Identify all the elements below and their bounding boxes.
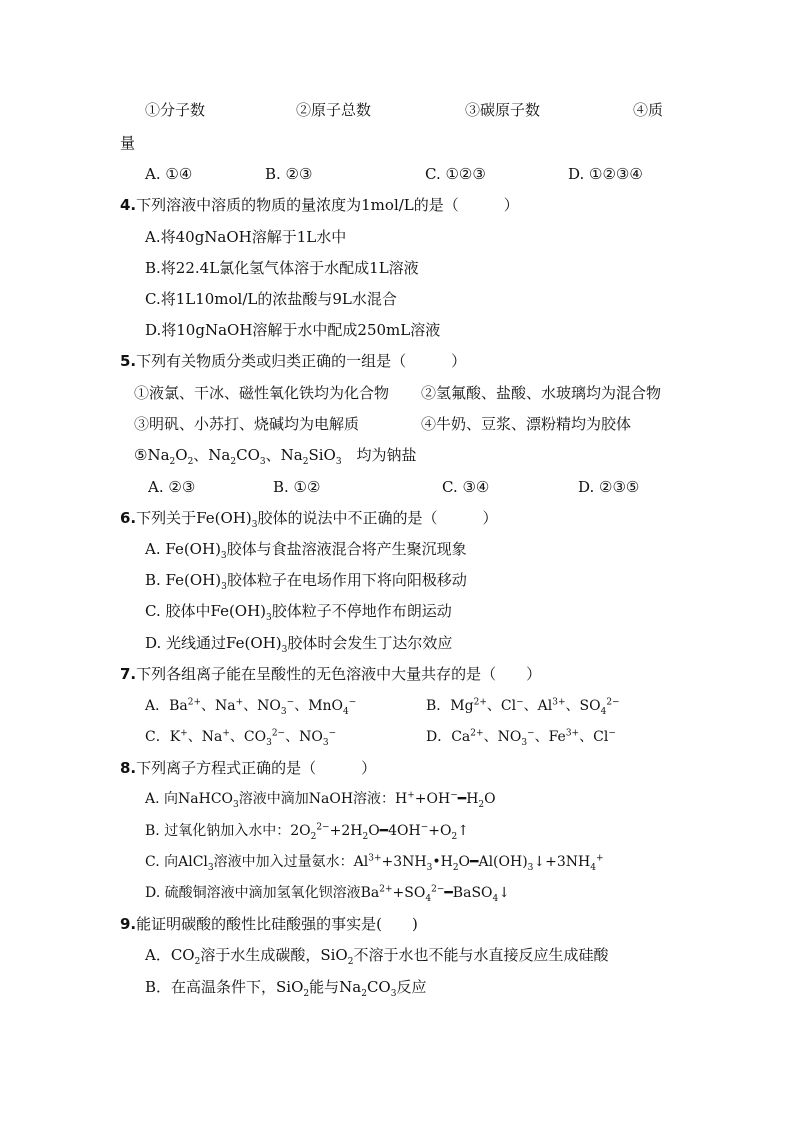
q5-item-2: ②氢氟酸、盐酸、水玻璃均为混合物 <box>421 384 662 402</box>
q9-option-a: A．$CO_2$溶于水生成碳酸，SiO$_2$不溶于水也不能与水直接反应生成硅酸 <box>145 946 609 967</box>
question-number: 9. <box>120 915 137 933</box>
question-stem: 下列离子方程式正确的是（ ） <box>136 759 377 777</box>
q5-choice-b: B. ①② <box>273 478 321 496</box>
question-number: 5. <box>120 352 137 370</box>
q7-option-d: D．$Ca^{2+}$、$NO_3^-$、$Fe^{3+}$、Cl− <box>426 728 616 748</box>
q4-option-a: A.将40gNaOH溶解于1L水中 <box>145 228 347 246</box>
q6-option-a: A. $Fe(OH)_3$胶体与食盐溶液混合将产生聚沉现象 <box>145 540 467 561</box>
q7-option-a: A．$Ba^{2+}$、Na+、$NO_3^-$、MnO$_4$− <box>145 697 357 717</box>
q8-option-c: C. 向AlCl$_3$溶液中加入过量氨水：$Al^{3+}+3NH_3•H_2O━Al(OH)_3↓+3NH_4^+$ <box>145 853 604 873</box>
question-5 <box>120 351 466 371</box>
choice-d: D. ①②③④ <box>568 165 643 183</box>
choice-a: A. ①④ <box>145 165 193 183</box>
question-stem: 下列溶液中溶质的物质的量浓度为1mol/L的是（ ） <box>136 196 519 214</box>
q6-option-c: C. 胶体中$Fe(OH)_3$胶体粒子不停地作布朗运动 <box>145 602 452 623</box>
q5-item-1: ①液氯、干冰、磁性氧化铁均为化合物 <box>134 384 390 402</box>
choice-b: B. ②③ <box>265 165 313 183</box>
q5-choice-c: C. ③④ <box>442 478 490 496</box>
q7-option-c: C．K+、Na+、$CO_3^{2-}$、$NO_3^-$ <box>145 728 337 748</box>
q5-choice-a: A. ②③ <box>148 478 196 496</box>
q4-option-d: D.将10gNaOH溶解于水中配成250mL溶液 <box>145 321 441 339</box>
question-number: 6. <box>120 509 137 527</box>
q9-option-b: B．在高温条件下，SiO$_2$能与$Na_2CO_3$反应 <box>145 978 427 999</box>
question-number: 8. <box>120 759 137 777</box>
q6-option-d: D. 光线通过$Fe(OH)_3$胶体时会发生丁达尔效应 <box>145 634 453 655</box>
q5-item-3: ③明矾、小苏打、烧碱均为电解质 <box>134 415 360 433</box>
question-9 <box>120 914 418 934</box>
q8-option-a: A. 向NaHCO$_3$溶液中滴加NaOH溶液：$H^++OH^-━H_2O$ <box>145 790 496 810</box>
q4-option-b: B.将22.4L氯化氢气体溶于水配成1L溶液 <box>145 259 419 277</box>
q5-choice-d: D. ②③⑤ <box>578 478 640 496</box>
q4-option-c: C.将1L10mol/L的浓盐酸与9L水混合 <box>145 290 397 308</box>
question-4 <box>120 195 519 215</box>
question-8 <box>120 758 376 778</box>
item-total-atoms: ②原子总数 <box>296 101 372 119</box>
question-number: 7. <box>120 665 137 683</box>
choice-c: C. ①②③ <box>425 165 486 183</box>
q7-option-b: B．$Mg^{2+}$、Cl−、$Al^{3+}$、$SO_4^{2-}$ <box>426 697 620 717</box>
item-mass-continued: 量 <box>120 134 136 152</box>
q6-option-b: B. $Fe(OH)_3$胶体粒子在电场作用下将向阳极移动 <box>145 571 467 592</box>
question-stem: 下列各组离子能在呈酸性的无色溶液中大量共存的是（ ） <box>136 665 542 683</box>
q5-item-4: ④牛奶、豆浆、漂粉精均为胶体 <box>421 415 632 433</box>
item-carbon-atoms: ③碳原子数 <box>465 101 541 119</box>
q5-item-5: $⑤Na_2O_2$、$Na_2CO_3$、$Na_2SiO_3$ 均为钠盐 <box>134 446 417 467</box>
q8-option-b: B. 过氧化钠加入水中：$2O_2^{2-}+2H_2O━4OH^-+O_2↑$ <box>145 822 469 842</box>
question-stem: 下列有关物质分类或归类正确的一组是（ ） <box>136 352 467 370</box>
question-stem: 能证明碳酸的酸性比硅酸强的事实是( ) <box>136 915 418 933</box>
item-mass: ④质 <box>633 101 664 119</box>
question-7 <box>120 664 541 684</box>
question-number: 4. <box>120 196 137 214</box>
q8-option-d: D. 硫酸铜溶液中滴加氢氧化钡溶液$Ba^{2+}+SO_4^{2-}━BaSO_4↓$ <box>145 884 510 904</box>
item-molecule-count: ①分子数 <box>145 101 206 119</box>
question-6: 6.下列关于$Fe(OH)_3$胶体的说法中不正确的是（ ） <box>120 509 498 530</box>
